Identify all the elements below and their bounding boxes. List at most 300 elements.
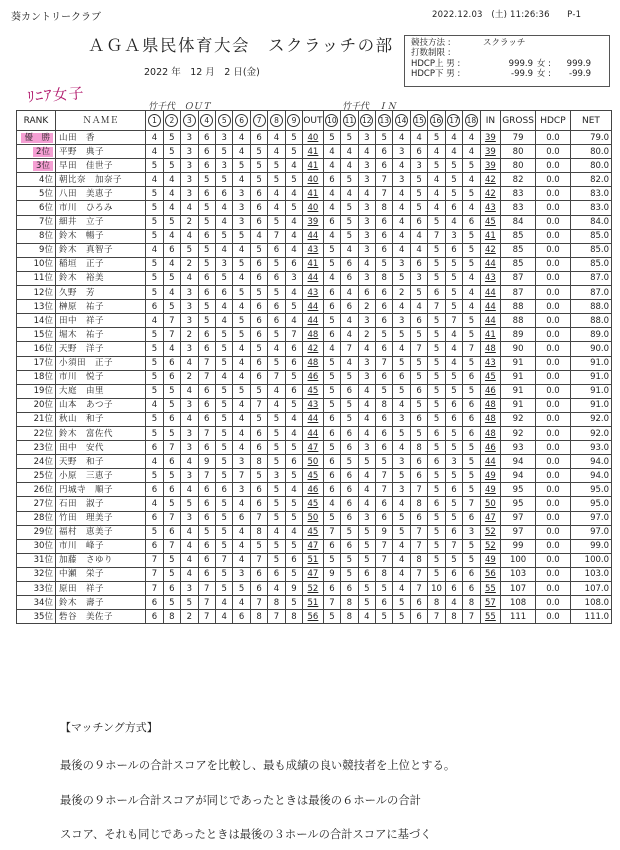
hole-score: 5 [146, 187, 163, 201]
hole-score: 3 [233, 187, 250, 201]
player-name: 秋山 和子 [55, 412, 145, 426]
hole-score: 3 [358, 271, 375, 285]
hole-score: 5 [163, 271, 180, 285]
hdcp-value: 0.0 [536, 384, 571, 398]
hole-score: 4 [393, 187, 410, 201]
hole-score: 7 [198, 582, 215, 596]
out-total: 40 [303, 201, 324, 215]
gross-score: 79 [501, 131, 536, 145]
hole-score: 4 [268, 398, 285, 412]
hole-score: 4 [410, 229, 427, 243]
in-total: 52 [480, 525, 501, 539]
hole-score: 5 [410, 426, 427, 440]
header-hole-11 [341, 111, 358, 131]
hole-score: 3 [358, 229, 375, 243]
hole-score: 4 [323, 159, 340, 173]
in-total: 42 [480, 243, 501, 257]
header-hole-number: 14 [396, 116, 407, 125]
hole-score: 5 [233, 229, 250, 243]
hdcp-value: 0.0 [536, 455, 571, 469]
hole-score: 6 [323, 215, 340, 229]
hole-score: 6 [410, 596, 427, 610]
in-total: 44 [480, 257, 501, 271]
hole-score: 4 [285, 159, 302, 173]
hole-score: 6 [285, 257, 302, 271]
gross-score: 97 [501, 525, 536, 539]
hole-score: 4 [341, 356, 358, 370]
in-total: 56 [480, 567, 501, 581]
hole-score: 5 [268, 511, 285, 525]
hole-score: 5 [428, 511, 445, 525]
hole-score: 6 [463, 567, 480, 581]
hole-score: 4 [428, 201, 445, 215]
player-name: 加藤 さゆり [55, 553, 145, 567]
net-score: 91.0 [570, 384, 611, 398]
hole-score: 6 [146, 596, 163, 610]
hole-score: 4 [445, 342, 462, 356]
player-name: 鈴木 暢子 [55, 229, 145, 243]
hole-score: 6 [463, 370, 480, 384]
net-score: 108.0 [570, 596, 611, 610]
in-total: 49 [480, 553, 501, 567]
hole-score: 6 [250, 441, 267, 455]
print-datetime: 2022.12.03 (土) 11:26:36 P-1 [432, 10, 582, 20]
hole-score: 5 [428, 243, 445, 257]
hole-score: 5 [393, 525, 410, 539]
hole-score: 7 [428, 610, 445, 624]
hdcp-lower-male: -99.9 [511, 68, 533, 79]
hole-score: 5 [215, 539, 232, 553]
hole-score: 6 [146, 539, 163, 553]
gross-score: 84 [501, 215, 536, 229]
hole-score: 5 [268, 159, 285, 173]
hole-score: 4 [233, 300, 250, 314]
hole-score: 5 [146, 384, 163, 398]
hole-score: 6 [376, 342, 393, 356]
hole-score: 4 [341, 314, 358, 328]
hole-score: 6 [250, 300, 267, 314]
player-name: 早田 佳世子 [55, 159, 145, 173]
hole-score: 4 [445, 145, 462, 159]
hole-score: 4 [181, 356, 198, 370]
player-name: 天野 洋子 [55, 342, 145, 356]
rank-value: 31位 [33, 555, 53, 566]
club-name: 葵カントリークラブ [11, 12, 101, 23]
rank-value: 7位 [39, 217, 53, 228]
hole-score: 4 [233, 243, 250, 257]
hole-score: 5 [285, 173, 302, 187]
out-total: 41 [303, 145, 324, 159]
out-total: 40 [303, 131, 324, 145]
hole-score: 6 [376, 300, 393, 314]
hole-score: 3 [181, 469, 198, 483]
hole-score: 6 [198, 511, 215, 525]
hole-score: 5 [376, 610, 393, 624]
hole-score: 5 [233, 314, 250, 328]
course-out-label: 竹千代 ＯＵＴ [148, 102, 212, 112]
rank-cell [17, 455, 56, 469]
hole-score: 6 [428, 455, 445, 469]
hole-score: 6 [146, 511, 163, 525]
hole-score: 5 [285, 131, 302, 145]
header-hole-number: 11 [344, 116, 355, 125]
hole-score: 4 [250, 229, 267, 243]
hole-score: 6 [198, 497, 215, 511]
hole-score: 5 [323, 314, 340, 328]
hole-score: 7 [198, 356, 215, 370]
hole-score: 4 [268, 131, 285, 145]
net-score: 107.0 [570, 582, 611, 596]
hole-score: 3 [393, 314, 410, 328]
hole-score: 5 [181, 596, 198, 610]
player-name: 細井 立子 [55, 215, 145, 229]
hole-score: 5 [410, 370, 427, 384]
header-hole-17 [445, 111, 462, 131]
hole-score: 3 [393, 173, 410, 187]
hole-score: 5 [323, 243, 340, 257]
hole-score: 5 [463, 384, 480, 398]
hole-score: 5 [146, 257, 163, 271]
in-total: 44 [480, 286, 501, 300]
hole-score: 4 [358, 145, 375, 159]
hole-score: 4 [268, 145, 285, 159]
table-row [17, 187, 612, 201]
hole-score: 6 [323, 328, 340, 342]
player-name: 市川 峰子 [55, 539, 145, 553]
hole-score: 6 [250, 370, 267, 384]
hole-score: 7 [285, 328, 302, 342]
hole-score: 7 [428, 300, 445, 314]
hole-score: 3 [358, 511, 375, 525]
hole-score: 6 [268, 314, 285, 328]
hole-score: 5 [285, 567, 302, 581]
hole-score: 3 [181, 173, 198, 187]
rank-value: 33位 [33, 583, 53, 594]
hole-score: 6 [341, 300, 358, 314]
hole-score: 4 [285, 229, 302, 243]
hole-score: 6 [341, 426, 358, 440]
in-total: 39 [480, 131, 501, 145]
hole-score: 7 [163, 511, 180, 525]
hole-score: 6 [358, 286, 375, 300]
hole-score: 4 [323, 271, 340, 285]
hdcp-value: 0.0 [536, 582, 571, 596]
hole-score: 5 [215, 398, 232, 412]
hole-score: 5 [215, 582, 232, 596]
hole-score: 3 [358, 314, 375, 328]
hole-score: 5 [285, 300, 302, 314]
hole-score: 3 [233, 483, 250, 497]
hole-score: 4 [233, 539, 250, 553]
hdcp-value: 0.0 [536, 342, 571, 356]
hole-score: 6 [268, 271, 285, 285]
hole-score: 4 [233, 525, 250, 539]
rank-cell [17, 567, 56, 581]
header-in: IN [480, 111, 501, 131]
hole-score: 4 [285, 215, 302, 229]
hole-score: 4 [393, 553, 410, 567]
rank-value: 3位 [33, 161, 53, 171]
hole-score: 6 [233, 610, 250, 624]
hole-score: 4 [181, 525, 198, 539]
hole-score: 5 [198, 300, 215, 314]
out-total: 47 [303, 567, 324, 581]
page-title: ＡＧＡ県民体育大会 スクラッチの部 [88, 36, 394, 55]
hole-score: 5 [268, 356, 285, 370]
net-score: 94.0 [570, 469, 611, 483]
hole-score: 6 [376, 596, 393, 610]
hole-score: 4 [323, 497, 340, 511]
hole-score: 5 [341, 229, 358, 243]
hole-score: 6 [250, 257, 267, 271]
hole-score: 5 [393, 596, 410, 610]
hole-score: 7 [268, 229, 285, 243]
hole-score: 3 [358, 370, 375, 384]
hole-score: 5 [463, 229, 480, 243]
gross-score: 82 [501, 173, 536, 187]
hole-score: 4 [428, 145, 445, 159]
hole-score: 5 [445, 469, 462, 483]
rank-value: 35位 [33, 611, 53, 622]
hole-score: 5 [341, 553, 358, 567]
out-total: 45 [303, 525, 324, 539]
hole-score: 6 [410, 511, 427, 525]
table-row [17, 539, 612, 553]
in-total: 42 [480, 173, 501, 187]
header-hole-number: 9 [287, 114, 300, 127]
rank-value: 18位 [33, 372, 53, 383]
player-name: 天野 和子 [55, 455, 145, 469]
hole-score: 5 [285, 511, 302, 525]
hole-score: 4 [341, 145, 358, 159]
hole-score: 3 [358, 173, 375, 187]
rank-value: 20位 [33, 400, 53, 411]
hole-score: 9 [198, 455, 215, 469]
net-score: 89.0 [570, 328, 611, 342]
rank-value: 5位 [39, 188, 53, 199]
hole-score: 3 [181, 582, 198, 596]
hole-score: 4 [163, 257, 180, 271]
player-name: 山本 あつ子 [55, 398, 145, 412]
hole-score: 5 [341, 370, 358, 384]
hole-score: 5 [358, 596, 375, 610]
hole-score: 5 [146, 286, 163, 300]
hdcp-value: 0.0 [536, 539, 571, 553]
rank-value: 26位 [33, 484, 53, 495]
hole-score: 4 [358, 412, 375, 426]
hole-score: 7 [163, 539, 180, 553]
out-total: 46 [303, 483, 324, 497]
rank-value: 21位 [33, 414, 53, 425]
player-name: 久野 芳 [55, 286, 145, 300]
header-hole-number: 15 [414, 116, 424, 125]
hole-score: 7 [410, 567, 427, 581]
hole-score: 6 [463, 511, 480, 525]
gross-score: 94 [501, 469, 536, 483]
hole-score: 4 [215, 370, 232, 384]
hole-score: 6 [463, 215, 480, 229]
hole-score: 9 [323, 567, 340, 581]
hole-score: 5 [198, 525, 215, 539]
header-hole-5 [215, 111, 232, 131]
header-hole-2 [163, 111, 180, 131]
header-hole-12 [358, 111, 375, 131]
rank-value: 23位 [33, 442, 53, 453]
hole-score: 5 [233, 159, 250, 173]
hole-score: 3 [358, 201, 375, 215]
table-row [17, 412, 612, 426]
hole-score: 6 [198, 441, 215, 455]
hole-score: 6 [198, 145, 215, 159]
hole-score: 4 [285, 525, 302, 539]
out-total: 43 [303, 398, 324, 412]
rank-value: 32位 [33, 569, 53, 580]
hole-score: 5 [163, 145, 180, 159]
hole-score: 6 [341, 271, 358, 285]
hole-score: 3 [181, 398, 198, 412]
hole-score: 4 [146, 131, 163, 145]
in-total: 46 [480, 384, 501, 398]
out-total: 41 [303, 257, 324, 271]
gross-score: 99 [501, 539, 536, 553]
hdcp-value: 0.0 [536, 525, 571, 539]
hole-score: 4 [181, 553, 198, 567]
rank-cell [17, 582, 56, 596]
hole-score: 5 [341, 201, 358, 215]
hole-score: 5 [445, 370, 462, 384]
hole-score: 5 [163, 131, 180, 145]
rank-value: 15位 [33, 329, 53, 340]
in-total: 45 [480, 370, 501, 384]
limit-row [411, 48, 609, 58]
hole-score: 5 [428, 328, 445, 342]
hole-score: 5 [250, 159, 267, 173]
out-total: 39 [303, 215, 324, 229]
hole-score: 4 [215, 596, 232, 610]
hole-score: 4 [215, 314, 232, 328]
hole-score: 6 [163, 455, 180, 469]
hole-score: 8 [410, 441, 427, 455]
hole-score: 6 [163, 370, 180, 384]
hole-score: 7 [146, 567, 163, 581]
hole-score: 3 [181, 159, 198, 173]
net-score: 80.0 [570, 159, 611, 173]
hole-score: 5 [198, 173, 215, 187]
hole-score: 4 [358, 398, 375, 412]
hole-score: 4 [393, 342, 410, 356]
hole-score: 6 [376, 159, 393, 173]
hole-score: 4 [268, 342, 285, 356]
rank-cell [17, 187, 56, 201]
gross-score: 89 [501, 328, 536, 342]
rank-value: 29位 [33, 527, 53, 538]
score-table [16, 110, 612, 624]
hole-score: 5 [215, 426, 232, 440]
hole-score: 2 [181, 257, 198, 271]
hole-score: 3 [215, 131, 232, 145]
table-row [17, 582, 612, 596]
hole-score: 5 [428, 257, 445, 271]
hole-score: 4 [285, 243, 302, 257]
player-name: 福村 恵美子 [55, 525, 145, 539]
hole-score: 5 [323, 257, 340, 271]
rank-value: 優 勝 [21, 133, 53, 143]
hole-score: 5 [146, 412, 163, 426]
hole-score: 5 [410, 356, 427, 370]
hole-score: 6 [323, 455, 340, 469]
hole-score: 5 [393, 271, 410, 285]
hole-score: 4 [393, 159, 410, 173]
in-total: 57 [480, 596, 501, 610]
net-score: 93.0 [570, 441, 611, 455]
hole-score: 4 [233, 441, 250, 455]
hole-score: 4 [285, 314, 302, 328]
hole-score: 5 [463, 441, 480, 455]
hole-score: 5 [163, 426, 180, 440]
hole-score: 5 [341, 525, 358, 539]
hole-score: 5 [428, 271, 445, 285]
player-name: 中瀬 栄子 [55, 567, 145, 581]
hole-score: 6 [146, 483, 163, 497]
hole-score: 3 [233, 455, 250, 469]
hole-score: 4 [463, 300, 480, 314]
hole-score: 7 [323, 596, 340, 610]
net-score: 95.0 [570, 483, 611, 497]
hole-score: 7 [146, 582, 163, 596]
gross-score: 88 [501, 300, 536, 314]
hole-score: 8 [341, 596, 358, 610]
method-value: スクラッチ [483, 38, 526, 48]
hole-score: 5 [198, 257, 215, 271]
hole-score: 5 [376, 455, 393, 469]
hole-score: 5 [445, 159, 462, 173]
hole-score: 6 [323, 173, 340, 187]
hole-score: 6 [463, 582, 480, 596]
hole-score: 5 [410, 201, 427, 215]
hole-score: 5 [463, 243, 480, 257]
header-hole-number: 13 [379, 116, 389, 125]
hole-score: 3 [181, 131, 198, 145]
header-hole-number: 18 [466, 116, 477, 125]
rank-value: 28位 [33, 513, 53, 524]
hole-score: 8 [376, 398, 393, 412]
table-row [17, 384, 612, 398]
hole-score: 5 [163, 553, 180, 567]
hole-score: 5 [215, 469, 232, 483]
hole-score: 6 [163, 525, 180, 539]
hole-score: 4 [323, 201, 340, 215]
rank-cell [17, 511, 56, 525]
gross-score: 92 [501, 412, 536, 426]
matching-rule-line-3: スコア、それも同じであったときは最後の３ホールの合計スコアに基づく [60, 828, 432, 841]
hole-score: 7 [163, 314, 180, 328]
in-total: 45 [480, 215, 501, 229]
player-name: 田中 祥子 [55, 314, 145, 328]
hole-score: 5 [198, 215, 215, 229]
hole-score: 6 [233, 511, 250, 525]
table-row [17, 342, 612, 356]
hole-score: 4 [341, 187, 358, 201]
hole-score: 5 [250, 286, 267, 300]
rank-cell [17, 412, 56, 426]
hdcp-value: 0.0 [536, 497, 571, 511]
net-score: 103.0 [570, 567, 611, 581]
hole-score: 5 [146, 469, 163, 483]
hole-score: 5 [250, 469, 267, 483]
hdcp-upper-female-label: 女 : [536, 58, 551, 69]
hole-score: 6 [323, 483, 340, 497]
out-total: 52 [303, 582, 324, 596]
